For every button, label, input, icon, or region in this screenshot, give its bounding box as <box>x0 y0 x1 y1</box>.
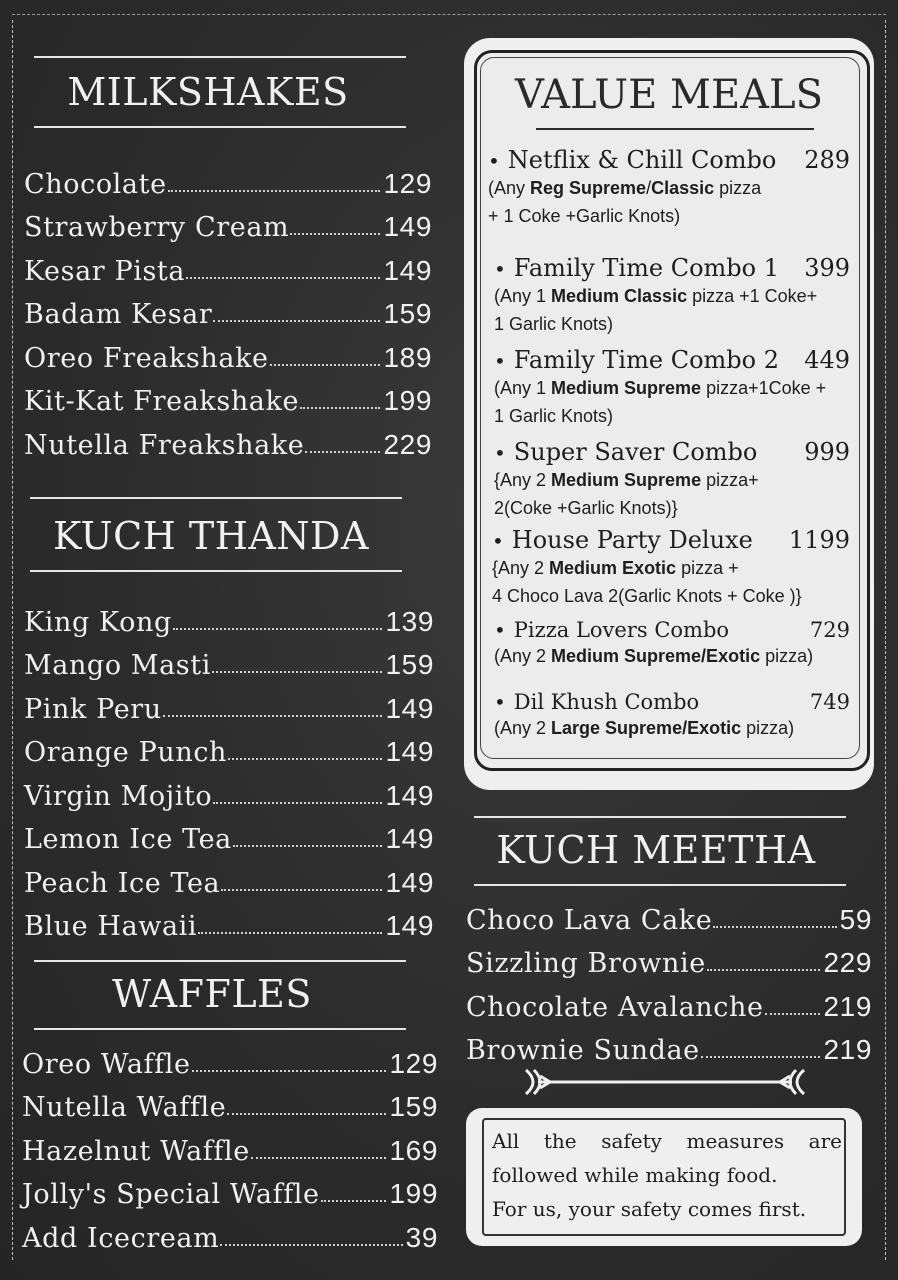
item-price: 199 <box>383 385 432 416</box>
dashed-border-top <box>12 14 886 15</box>
menu-item <box>24 594 434 638</box>
dot-leader <box>305 451 380 453</box>
kuch-meetha-list <box>466 892 872 1066</box>
item-name: Orange Punch <box>24 737 228 768</box>
dot-leader <box>251 1157 387 1159</box>
divider <box>474 884 846 886</box>
item-name: Brownie Sundae <box>466 1035 700 1066</box>
dot-leader <box>168 190 381 192</box>
item-name: Oreo Waffle <box>22 1048 191 1080</box>
meal-pizza-type: Medium Classic <box>551 286 688 306</box>
dot-leader <box>233 845 383 847</box>
meal-text: 2(Coke +Garlic Knots)} <box>494 498 678 518</box>
meal-text: {Any 2 <box>494 470 552 490</box>
value-meal-item <box>494 438 850 522</box>
dot-leader <box>321 1200 387 1202</box>
meal-description <box>492 554 850 610</box>
dot-leader <box>765 1013 821 1015</box>
meal-name: House Party Deluxe <box>511 526 753 554</box>
divider <box>474 816 846 818</box>
menu-item <box>22 1036 438 1080</box>
divider <box>536 128 814 130</box>
item-name: Mango Masti <box>24 650 211 681</box>
item-price: 149 <box>385 823 434 854</box>
meal-text: pizza+ <box>701 470 759 490</box>
meal-text: (Any 1 <box>494 286 552 306</box>
item-price: 149 <box>385 736 434 767</box>
dot-leader <box>186 277 380 279</box>
meal-text: pizza+1Coke + <box>701 378 827 398</box>
dot-leader <box>220 1244 402 1246</box>
divider <box>34 1028 406 1030</box>
meal-description <box>488 174 850 230</box>
item-price: 169 <box>389 1134 438 1166</box>
meal-text: (Any 2 <box>494 646 552 666</box>
item-name: Oreo Freakshake <box>24 342 269 374</box>
meal-description <box>494 374 850 430</box>
item-name: Chocolate Avalanche <box>466 991 764 1023</box>
dot-leader <box>290 233 380 235</box>
menu-item <box>24 417 432 461</box>
item-name: Nutella Waffle <box>22 1092 227 1123</box>
item-name: King Kong <box>24 606 172 638</box>
item-name: Blue Hawaii <box>24 911 198 942</box>
meal-name: Super Saver Combo <box>513 438 758 466</box>
item-price: 149 <box>383 254 432 286</box>
meal-price: 999 <box>804 438 850 466</box>
menu-item <box>24 330 432 374</box>
dot-leader <box>213 802 382 804</box>
dot-leader <box>198 932 382 934</box>
meal-pizza-type: Reg Supreme <box>530 178 647 198</box>
meal-pizza-type: Medium Exotic <box>549 558 677 578</box>
value-meal-item <box>488 146 850 230</box>
item-price: 59 <box>839 903 872 935</box>
menu-item <box>22 1167 438 1211</box>
meal-price: 449 <box>804 346 850 374</box>
menu-item <box>24 681 434 725</box>
item-price: 219 <box>823 1034 872 1065</box>
meal-text: 1 Garlic Knots) <box>494 314 614 334</box>
dot-leader <box>701 1056 821 1058</box>
item-price: 39 <box>405 1221 438 1253</box>
bullet-dot-icon: • <box>494 441 506 465</box>
menu-item <box>24 812 434 856</box>
item-price: 149 <box>385 866 434 898</box>
menu-item <box>24 725 434 769</box>
dot-leader <box>270 364 381 366</box>
menu-item <box>24 374 432 418</box>
bullet-dot-icon: • <box>494 618 506 642</box>
meal-description <box>494 282 850 338</box>
dot-leader <box>300 407 380 409</box>
meal-text: + 1 Coke +Garlic Knots) <box>488 206 681 226</box>
divider <box>30 497 402 499</box>
menu-item <box>24 855 434 899</box>
meal-text: (Any 2 <box>494 718 552 738</box>
meal-text: {Any 2 <box>492 558 550 578</box>
item-price: 229 <box>823 947 872 978</box>
meal-text: pizza) <box>760 646 814 666</box>
dot-leader <box>192 1070 387 1072</box>
bullet-dot-icon: • <box>494 690 506 714</box>
dashed-border-right <box>885 20 886 1260</box>
meal-price: 289 <box>804 146 850 174</box>
safety-line: All the safety measures are <box>492 1129 842 1153</box>
item-price: 149 <box>383 211 432 242</box>
meal-price: 399 <box>804 254 850 282</box>
meal-text: pizza + <box>676 558 739 578</box>
divider <box>30 570 402 572</box>
menu-item <box>22 1080 438 1124</box>
dot-leader <box>221 889 382 891</box>
ornamental-arrow-divider-icon <box>520 1062 810 1102</box>
item-name: Chocolate <box>24 168 167 200</box>
meal-text: / <box>646 178 652 198</box>
item-name: Lemon Ice Tea <box>24 824 232 855</box>
meal-name: Netflix & Chill Combo <box>507 146 777 174</box>
item-name: Badam Kesar <box>24 299 213 330</box>
meal-price: 1199 <box>788 526 850 554</box>
meal-pizza-type: Large Supreme/Exotic <box>551 718 742 738</box>
milkshakes-heading: MILKSHAKES <box>67 70 349 114</box>
meal-pizza-type: Medium Supreme/Exotic <box>551 646 761 666</box>
menu-item <box>466 1023 872 1067</box>
meal-text: 1 Garlic Knots) <box>494 406 614 426</box>
menu-item <box>24 200 432 244</box>
menu-item <box>466 979 872 1023</box>
safety-line: For us, your safety comes first. <box>492 1197 807 1221</box>
value-meals-heading: VALUE MEALS <box>514 72 824 118</box>
waffles-heading: WAFFLES <box>112 972 312 1016</box>
dot-leader <box>212 671 383 673</box>
item-name: Pink Peru <box>24 693 162 725</box>
dot-leader <box>707 969 821 971</box>
dot-leader <box>713 926 836 928</box>
dot-leader <box>213 320 380 322</box>
meal-text: pizza) <box>741 718 795 738</box>
meal-text: (Any 1 <box>494 378 552 398</box>
menu-item <box>466 936 872 980</box>
meal-pizza-type: Medium Supreme <box>551 470 702 490</box>
menu-item <box>24 768 434 812</box>
kuch-thanda-list <box>24 594 434 942</box>
value-meal-item <box>494 618 850 670</box>
meal-text: (Any <box>488 178 531 198</box>
item-name: Virgin Mojito <box>24 780 213 812</box>
item-name: Jolly's Special Waffle <box>22 1179 320 1210</box>
meal-name: Family Time Combo 1 <box>513 254 779 282</box>
waffles-list <box>22 1036 438 1254</box>
meal-pizza-type: Classic <box>651 178 715 198</box>
item-name: Add Icecream <box>22 1222 220 1254</box>
bullet-dot-icon: • <box>494 349 506 373</box>
item-price: 159 <box>383 298 432 329</box>
item-price: 149 <box>385 692 434 724</box>
meal-text: pizza +1 Coke+ <box>687 286 818 306</box>
item-name: Kit-Kat Freakshake <box>24 386 300 417</box>
item-price: 149 <box>385 779 434 811</box>
meal-price: 729 <box>809 618 850 642</box>
value-meal-item <box>494 254 850 338</box>
value-meal-item <box>494 346 850 430</box>
item-name: Nutella Freakshake <box>24 429 305 461</box>
item-name: Strawberry Cream <box>24 212 290 243</box>
kuch-meetha-heading: KUCH MEETHA <box>496 828 816 872</box>
item-price: 199 <box>389 1178 438 1209</box>
item-price: 219 <box>823 990 872 1022</box>
menu-item <box>24 899 434 943</box>
dashed-border-left <box>12 20 13 1260</box>
divider <box>34 960 406 962</box>
menu-item <box>22 1123 438 1167</box>
meal-description <box>494 642 850 670</box>
dot-leader <box>163 715 383 717</box>
menu-item <box>24 243 432 287</box>
meal-name: Family Time Combo 2 <box>513 346 779 374</box>
item-name: Peach Ice Tea <box>24 867 221 899</box>
bullet-dot-icon: • <box>488 149 500 173</box>
dot-leader <box>227 1113 386 1115</box>
meal-price: 749 <box>809 690 850 714</box>
menu-item <box>24 638 434 682</box>
value-meal-item <box>492 526 850 610</box>
item-price: 159 <box>385 649 434 680</box>
item-price: 139 <box>385 605 434 637</box>
value-meal-item <box>494 690 850 742</box>
divider <box>34 56 406 58</box>
item-price: 129 <box>389 1047 438 1079</box>
kuch-thanda-heading: KUCH THANDA <box>53 514 369 558</box>
item-price: 229 <box>383 428 432 460</box>
meal-description <box>494 714 850 742</box>
meal-text: pizza <box>714 178 762 198</box>
meal-name: Dil Khush Combo <box>513 690 700 714</box>
meal-text: 4 Choco Lava 2(Garlic Knots + Coke )} <box>492 586 802 606</box>
item-name: Kesar Pista <box>24 255 186 287</box>
bullet-dot-icon: • <box>492 529 504 553</box>
menu-item <box>22 1210 438 1254</box>
item-price: 129 <box>383 167 432 199</box>
meal-pizza-type: Medium Supreme <box>551 378 702 398</box>
menu-item <box>24 287 432 331</box>
menu-item <box>466 892 872 936</box>
item-price: 149 <box>385 910 434 941</box>
item-name: Choco Lava Cake <box>466 904 713 936</box>
item-name: Hazelnut Waffle <box>22 1135 250 1167</box>
meal-description <box>494 466 850 522</box>
bullet-dot-icon: • <box>494 257 506 281</box>
safety-line: followed while making food. <box>492 1163 778 1187</box>
safety-notice <box>492 1124 842 1226</box>
dot-leader <box>228 758 382 760</box>
dot-leader <box>173 628 383 630</box>
divider <box>34 126 406 128</box>
item-price: 189 <box>383 341 432 373</box>
item-price: 159 <box>389 1091 438 1122</box>
milkshakes-list <box>24 156 432 461</box>
meal-name: Pizza Lovers Combo <box>513 618 730 642</box>
item-name: Sizzling Brownie <box>466 948 706 979</box>
menu-item <box>24 156 432 200</box>
